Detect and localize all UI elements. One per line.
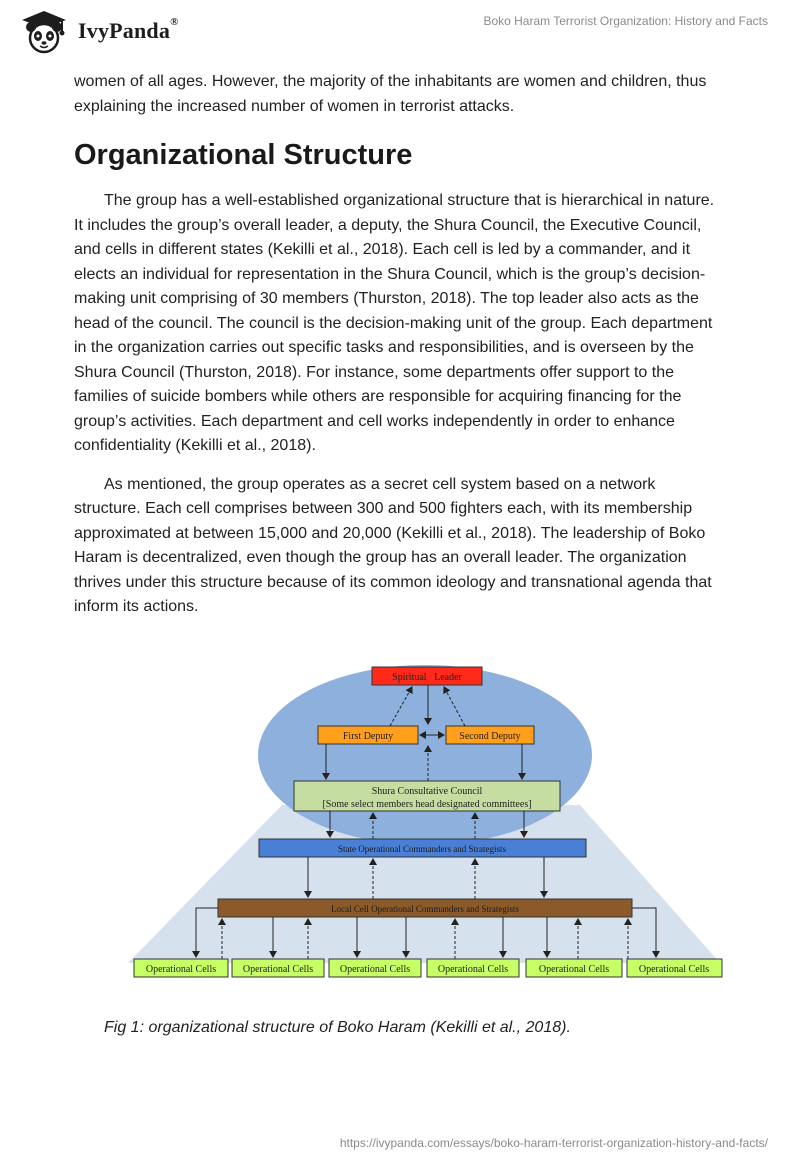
leadership-ellipse	[258, 665, 592, 845]
operational-cell-6-label: Operational Cells	[638, 964, 710, 975]
section-heading: Organizational Structure	[74, 139, 413, 171]
figure-caption: Fig 1: organizational structure of Boko Haram (Kekilli et al., 2018).	[104, 1019, 571, 1036]
state-commanders-label: State Operational Commanders and Strategists	[338, 844, 506, 854]
ivypanda-logo[interactable]	[16, 8, 186, 54]
operational-cell-4-label: Operational Cells	[437, 964, 509, 975]
operational-cell-3-label: Operational Cells	[339, 964, 411, 975]
shura-council-sublabel: [Some select members head designated committees]	[322, 799, 532, 810]
org-chart-figure	[0, 655, 800, 995]
org-chart-diagram	[0, 655, 800, 995]
article-body	[74, 70, 726, 620]
shura-council-label: Shura Consultative Council	[371, 786, 483, 797]
paragraph-structure: The group has a well-established organizational structure that is hierarchical in nature. It includes the group’s overall leader, a deputy, the Shura Council, the Executive Council, and cells in different states (Kekilli et al., 2018). Each cell is led by a commander, and it elects an individual for representation in the Shura Council, which is the group’s decision-making unit comprising of 30 members (Thurston, 2018). The top leader also acts as the head of the council. The council is the decision-making unit of the group. Each department in the organization carries out specific tasks and responsibilities, and is overseen by the Shura Council (Thurston, 2018). For instance, some departments offer support to the families of suicide bombers while others are responsible for acquiring financing for the group’s activities. Each department and cell works independently in order to enhance confidentiality (Kekilli et al., 2018).	[74, 192, 715, 454]
panda-graduate-icon	[16, 8, 72, 54]
local-commanders-label: Local Cell Operational Commanders and Strategists	[331, 904, 519, 914]
page-header	[0, 0, 800, 60]
operational-cell-5-label: Operational Cells	[538, 964, 610, 975]
second-deputy-label: Second Deputy	[459, 731, 521, 742]
operational-cells-row	[134, 959, 722, 977]
intro-paragraph: women of all ages. However, the majority of the inhabitants are women and children, thus explaining the increased number of women in terrorist attacks.	[74, 73, 707, 115]
operational-cell-1-label: Operational Cells	[145, 964, 217, 975]
operational-cell-2-label: Operational Cells	[242, 964, 314, 975]
footer-url[interactable]: https://ivypanda.com/essays/boko-haram-terrorist-organization-history-and-facts/	[339, 1136, 768, 1150]
paragraph-cell-system: As mentioned, the group operates as a secret cell system based on a network structure. Each cell comprises between 300 and 500 fighters each, with its membership approximated at between 15,000 and 20,000 (Kekilli et al., 2018). The leadership of Boko Haram is decentralized, even though the group has an overall leader. The organization thrives under this structure because of its common ideology and transnational agenda that inform its actions.	[74, 475, 712, 615]
logo-text: IvyPanda®	[78, 16, 179, 43]
spiritual-leader-label: Spiritual Leader	[392, 672, 462, 683]
first-deputy-label: First Deputy	[342, 731, 394, 742]
document-title: Boko Haram Terrorist Organization: History and Facts	[483, 14, 768, 28]
